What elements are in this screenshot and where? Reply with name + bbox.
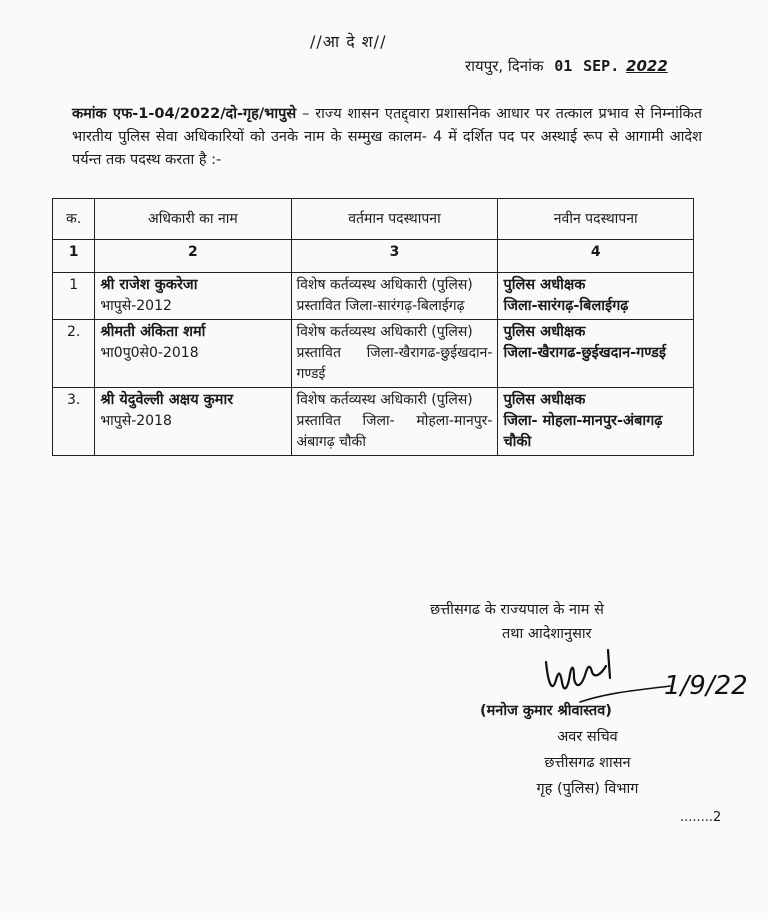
col-header-current-post: वर्तमान पदस्थापना (291, 199, 498, 240)
authority-line-2: तथा आदेशानुसार (502, 626, 592, 642)
authority-line-1: छत्तीसगढ के राज्यपाल के नाम से (430, 602, 604, 618)
order-intro-paragraph (72, 103, 702, 172)
signatory-designation: अवर सचिव (557, 729, 618, 745)
row-sn: 1 (53, 273, 95, 320)
order-title: //आ दे श// (310, 32, 387, 51)
col-header-new-post: नवीन पदस्थापना (498, 199, 694, 240)
current-district: प्रस्तावित जिला-खैरागढ-छुईखदान- गण्डई (296, 345, 493, 382)
date-stamp-month: SEP. (583, 57, 620, 75)
table-row (53, 273, 694, 320)
row-sn: 2. (53, 320, 95, 388)
current-post: विशेष कर्तव्यस्थ अधिकारी (पुलिस) (296, 324, 473, 340)
col-number: 4 (498, 240, 694, 273)
officer-name: श्री येदुवेल्ली अक्षय कुमार (100, 392, 234, 408)
row-sn: 3. (53, 388, 95, 456)
new-district: जिला-सारंगढ़-बिलाईगढ़ (503, 298, 629, 314)
signatory-government: छत्तीसगढ शासन (544, 755, 631, 771)
signatory-department: गृह (पुलिस) विभाग (536, 781, 639, 797)
column-number-row (53, 240, 694, 273)
new-post-cell (498, 388, 694, 456)
officer-cell (95, 388, 291, 456)
current-post-cell (291, 320, 498, 388)
place-date-label: रायपुर, दिनांक (465, 57, 544, 75)
col-number: 1 (53, 240, 95, 273)
officer-name: श्रीमती अंकिता शर्मा (100, 324, 206, 340)
new-post-cell (498, 320, 694, 388)
col-number: 3 (291, 240, 498, 273)
col-header-sn: क. (53, 199, 95, 240)
posting-table (52, 198, 694, 456)
col-number: 2 (95, 240, 291, 273)
officer-cell (95, 320, 291, 388)
current-post-cell (291, 273, 498, 320)
current-post: विशेष कर्तव्यस्थ अधिकारी (पुलिस) (296, 392, 473, 408)
new-district: जिला- मोहला-मानपुर-अंबागढ़ चौकी (503, 413, 663, 450)
new-post: पुलिस अधीक्षक (503, 277, 586, 293)
signature-date: 1/9/22 (664, 671, 748, 701)
date-stamp-year: 2022 (626, 57, 668, 75)
authority-line (430, 598, 604, 646)
new-post: पुलिस अधीक्षक (503, 392, 586, 408)
current-district: प्रस्तावित जिला-सारंगढ़-बिलाईगढ़ (296, 298, 465, 314)
table-row (53, 320, 694, 388)
current-post: विशेष कर्तव्यस्थ अधिकारी (पुलिस) (296, 277, 473, 293)
place-date-line (465, 56, 668, 76)
new-post-cell (498, 273, 694, 320)
order-intro-text: – राज्य शासन एतद्द्वारा प्रशासनिक आधार पर तत्काल प्रभाव से निम्नांकित भारतीय पुलिस सेवा अधिकारियों को उनके नाम के सम्मुख कालम- 4 में दर्शित पद पर अस्थाई रूप से आगामी आदेश पर्यन्त तक पदस्थ करता है :- (72, 106, 702, 168)
current-post-cell (291, 388, 498, 456)
order-number: कमांक एफ-1-04/2022/दो-गृह/भापुसे (72, 106, 297, 122)
officer-cell (95, 273, 291, 320)
table-header-row (53, 199, 694, 240)
officer-service: भापुसे-2018 (100, 413, 172, 429)
new-district: जिला-खैरागढ-छुईखदान-गण्डई (503, 345, 667, 361)
table-row (53, 388, 694, 456)
officer-service: भा0पु0से0-2018 (100, 345, 199, 361)
col-header-name: अधिकारी का नाम (95, 199, 291, 240)
signatory-designation-block (505, 724, 670, 802)
current-district: प्रस्तावित जिला- मोहला-मानपुर-अंबागढ़ चौकी (296, 413, 493, 450)
officer-service: भापुसे-2012 (100, 298, 172, 314)
new-post: पुलिस अधीक्षक (503, 324, 586, 340)
signatory-name: (मनोज कुमार श्रीवास्तव) (480, 703, 612, 719)
date-stamp-day: 01 (554, 57, 573, 75)
officer-name: श्री राजेश कुकरेजा (100, 277, 198, 293)
page-continuation: ........2 (680, 810, 722, 825)
